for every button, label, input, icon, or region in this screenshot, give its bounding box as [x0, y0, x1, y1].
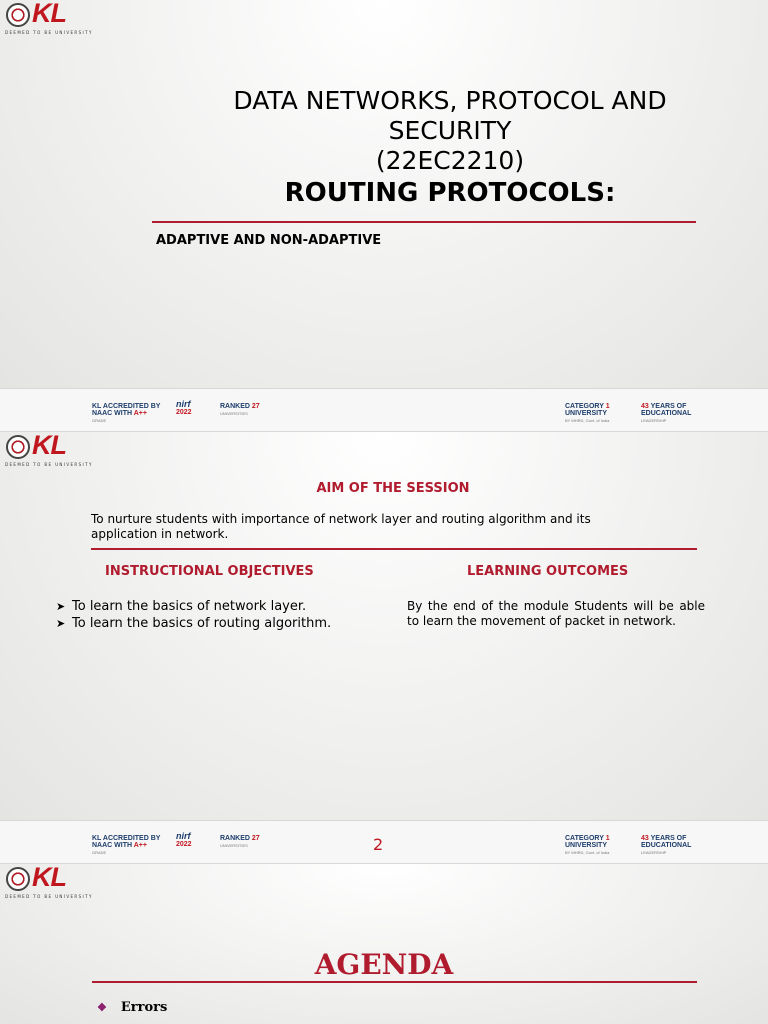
diamond-bullet-icon: ❖ [97, 1001, 107, 1014]
university-seal-icon [6, 435, 30, 459]
naac-badge: KL ACCREDITED BY NAAC WITH A++ GRADE [92, 835, 161, 855]
kl-university-logo [4, 432, 93, 468]
logo-subtext: DEEMED TO BE UNIVERSITY [5, 894, 93, 899]
years-badge: 43 YEARS OF EDUCATIONAL LEADERSHIP [641, 403, 692, 423]
slide-2 [0, 432, 768, 820]
list-item: ➤ To learn the basics of network layer. [56, 599, 307, 614]
slide-footer [0, 388, 768, 432]
page-number: 2 [373, 835, 384, 854]
logo-subtext: DEEMED TO BE UNIVERSITY [5, 462, 93, 467]
university-seal-icon [6, 867, 30, 891]
nirf-rank-badge: RANKED 27 UNIVERSITIES [220, 403, 260, 416]
aim-heading: AIM OF THE SESSION [316, 481, 470, 496]
list-item: ❖ Errors [97, 1000, 168, 1015]
objectives-list [56, 598, 331, 632]
outcome-text: By the end of the module Students will be able to learn the movement of packet in network. [407, 599, 705, 628]
nirf-icon: nirf [176, 399, 191, 409]
kl-university-logo [4, 864, 93, 900]
outcomes-heading: LEARNING OUTCOMES [467, 564, 629, 579]
agenda-divider [92, 981, 697, 983]
kl-university-logo [4, 0, 93, 36]
logo-text: KL [32, 864, 66, 892]
section-divider [91, 548, 697, 550]
arrow-bullet-icon: ➤ [56, 617, 66, 630]
nirf-icon: nirf [176, 831, 191, 841]
logo-text: KL [32, 0, 66, 28]
nirf-rank-badge: RANKED 27 UNIVERSITIES [220, 835, 260, 848]
category-badge: CATEGORY 1 UNIVERSITY BY MHRD, Govt. of India [565, 835, 610, 855]
slide-1 [0, 0, 768, 388]
years-badge: 43 YEARS OF EDUCATIONAL LEADERSHIP [641, 835, 692, 855]
university-seal-icon [6, 3, 30, 27]
nirf-logo: nirf 2022 [176, 399, 192, 416]
category-badge: CATEGORY 1 UNIVERSITY BY MHRD, Govt. of India [565, 403, 610, 423]
title-line-2: SECURITY [388, 116, 512, 145]
arrow-bullet-icon: ➤ [56, 600, 66, 613]
slide-subtitle: ROUTING PROTOCOLS: [284, 178, 616, 208]
title-divider [152, 221, 696, 223]
slide-title [150, 86, 750, 176]
objectives-heading: INSTRUCTIONAL OBJECTIVES [105, 564, 314, 579]
agenda-heading: AGENDA [314, 948, 454, 981]
logo-text: KL [32, 432, 66, 460]
logo-subtext: DEEMED TO BE UNIVERSITY [5, 30, 93, 35]
topic-subheading: ADAPTIVE AND NON-ADAPTIVE [156, 233, 382, 248]
aim-text: To nurture students with importance of network layer and routing algorithm and its application in network. [91, 512, 591, 541]
slide-3 [0, 864, 768, 1024]
course-code: (22EC2210) [375, 146, 525, 175]
slide-footer [0, 820, 768, 864]
list-item: ➤ To learn the basics of routing algorithm. [56, 616, 332, 631]
naac-badge: KL ACCREDITED BY NAAC WITH A++ GRADE [92, 403, 161, 423]
nirf-logo: nirf 2022 [176, 831, 192, 848]
title-line-1: DATA NETWORKS, PROTOCOL AND [233, 86, 667, 115]
